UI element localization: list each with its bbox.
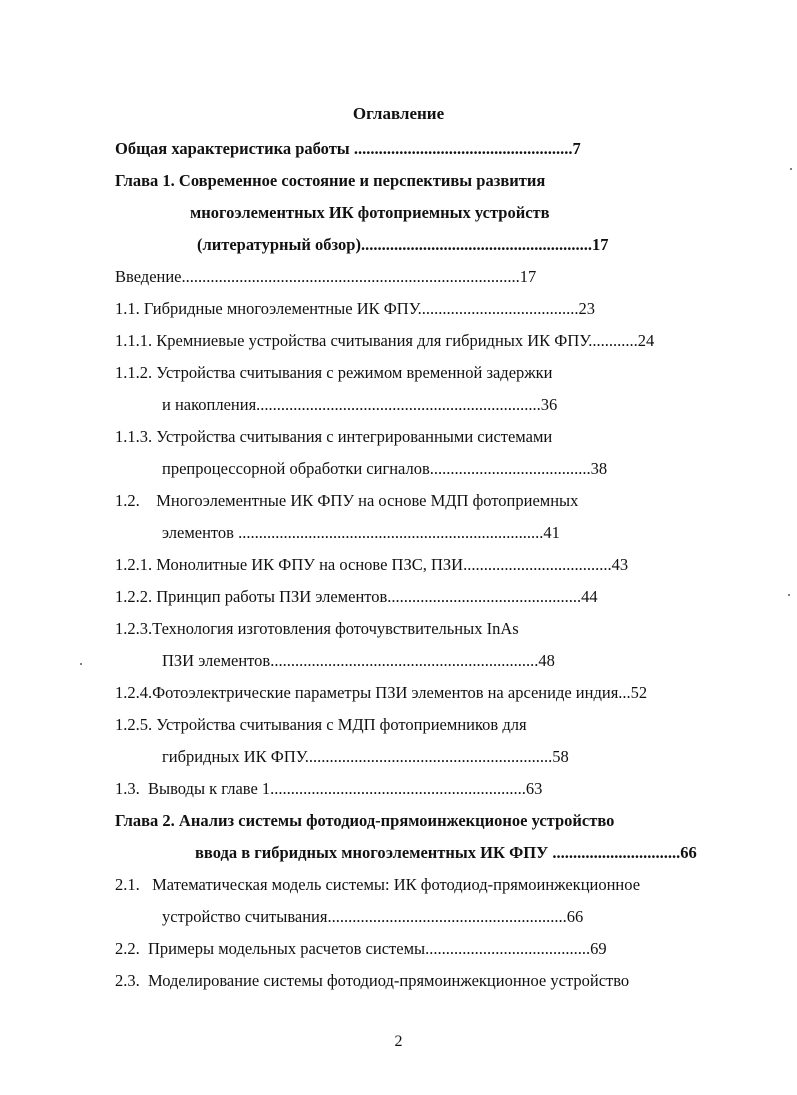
- toc-entry: и накопления.....................................................................36: [162, 395, 558, 414]
- toc-entry: 2.2. Примеры модельных расчетов системы........................................69: [115, 939, 607, 958]
- toc-entry: гибридных ИК ФПУ............................................................58: [162, 747, 569, 766]
- toc-entry: 2.3. Моделирование системы фотодиод-прямоинжекционное устройство: [115, 971, 630, 990]
- scan-speck: [788, 594, 790, 596]
- toc-entry: 1.2. Многоэлементные ИК ФПУ на основе МДП фотоприемных: [115, 491, 579, 510]
- toc-entry: 1.1.3. Устройства считывания с интегрированными системами: [115, 427, 553, 446]
- scan-speck: [790, 168, 792, 170]
- toc-entry: элементов ..........................................................................41: [162, 523, 560, 542]
- toc-entry: 1.2.4.Фотоэлектрические параметры ПЗИ элементов на арсениде индия...52: [115, 683, 648, 702]
- page-number: 2: [394, 1033, 403, 1050]
- toc-entry: 1.3. Выводы к главе 1..............................................................63: [115, 779, 543, 798]
- toc-entry: ввода в гибридных многоэлементных ИК ФПУ ...............................66: [195, 843, 697, 862]
- toc-entry: 1.2.1. Монолитные ИК ФПУ на основе ПЗС, ПЗИ....................................43: [115, 555, 629, 574]
- toc-entry: 1.2.3.Технология изготовления фоточувствительных InAs: [115, 619, 519, 638]
- toc-entry: устройство считывания..........................................................66: [162, 907, 584, 926]
- toc-entry: Введение..................................................................................17: [115, 267, 537, 286]
- scan-speck: [80, 663, 82, 665]
- toc-entry: 2.1. Математическая модель системы: ИК фотодиод-прямоинжекционное: [115, 875, 641, 894]
- toc-entry: 1.2.5. Устройства считывания с МДП фотоприемников для: [115, 715, 527, 734]
- toc-entry: препроцессорной обработки сигналов.......................................38: [162, 459, 608, 478]
- toc-entry: 1.1.2. Устройства считывания с режимом временной задержки: [115, 363, 553, 382]
- toc-chapter-heading: многоэлементных ИК фотоприемных устройств: [190, 203, 550, 222]
- page-title: Оглавление: [352, 104, 445, 123]
- toc-chapter-heading: Глава 1. Современное состояние и перспективы развития: [115, 171, 546, 190]
- toc-entry: 1.1.1. Кремниевые устройства считывания для гибридных ИК ФПУ............24: [115, 331, 655, 350]
- toc-entry: 1.2.2. Принцип работы ПЗИ элементов...............................................44: [115, 587, 598, 606]
- toc-entry: (литературный обзор)........................................................17: [197, 235, 609, 254]
- toc-chapter-heading: Глава 2. Анализ системы фотодиод-прямоинжекционое устройство: [115, 811, 615, 830]
- toc-entry: Общая характеристика работы .....................................................7: [115, 139, 581, 158]
- toc-entry: 1.1. Гибридные многоэлементные ИК ФПУ.......................................23: [115, 299, 596, 318]
- toc-entry: ПЗИ элементов.................................................................48: [162, 651, 555, 670]
